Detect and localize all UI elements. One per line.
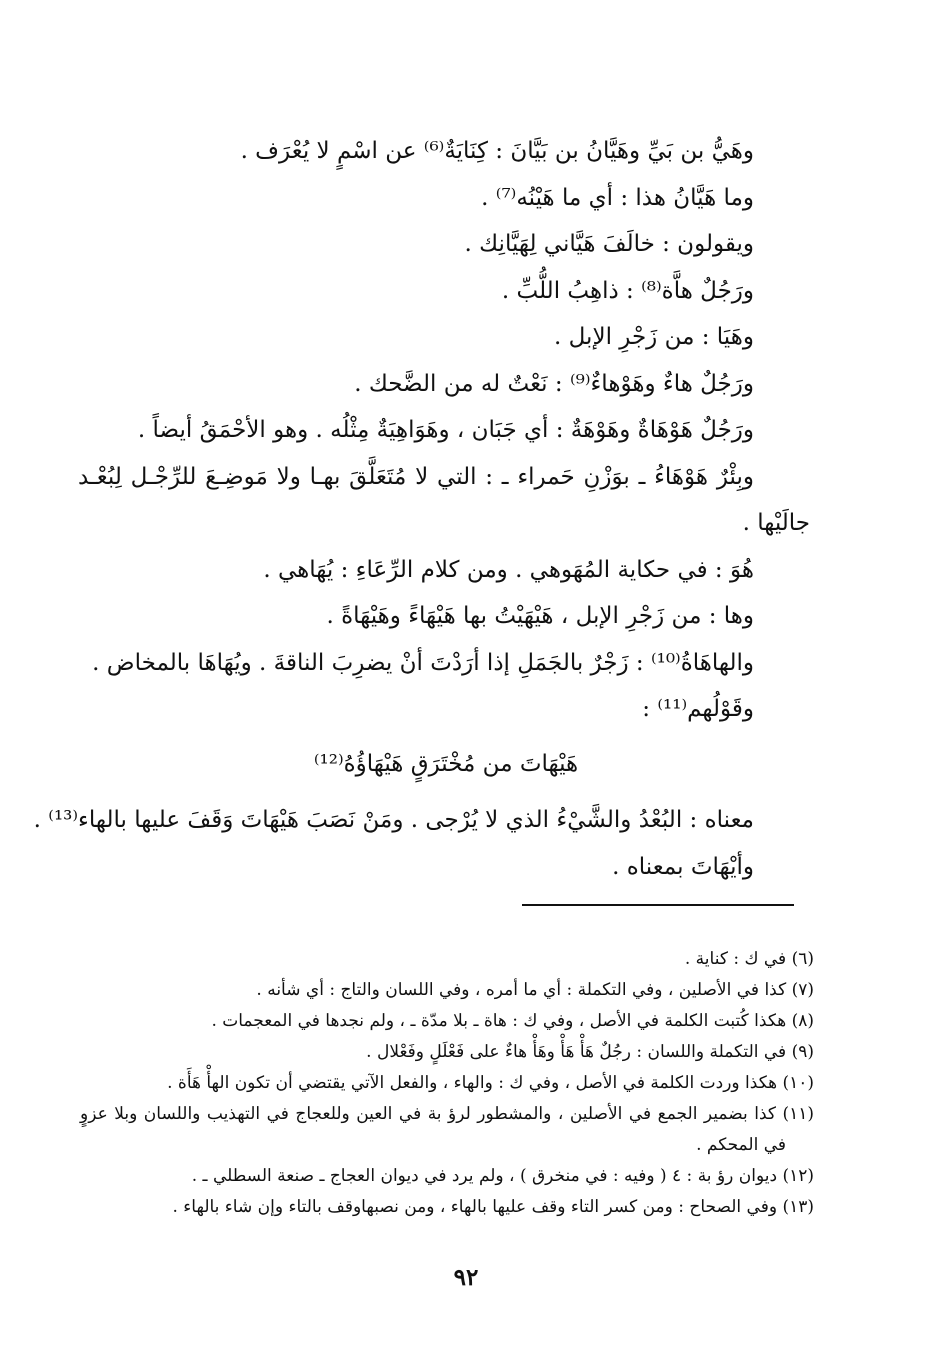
text-line: هُوَ : في حكاية المُهَوهي . ومن كلام الرِّعَاءِ : يُهَاهي . bbox=[263, 556, 754, 583]
text-line: وبِئْرٌ هَوْهَاءُ ـ بوَزْنِ حَمراء ـ : التي لا مُتَعَلَّقَ بهـا ولا مَوضِـعَ للرِّجْـل لِبُعْـد bbox=[78, 463, 754, 490]
text-line: وها : من زَجْرِ الإبل ، هَيْهَيْتُ بها هَيْهَاءً وهَيْهَاةً . bbox=[326, 603, 754, 629]
footnote: (٧) كذا في الأصلين ، وفي التكملة : أي ما أمره ، وفي اللسان والتاج : أي شأنه . bbox=[256, 980, 814, 1000]
footnote: (١٣) وفي الصحاح : ومن كسر التاء وقف عليها بالهاء ، ومن نصبهاوقف بالتاء وإن شاء بالهاء . bbox=[172, 1197, 814, 1217]
footnote-separator bbox=[522, 904, 794, 906]
text-line: معناه : البُعْدُ والشَّيْءُ الذي لا يُرْجى . ومَنْ نَصَبَ هَيْهَاتَ وَقَفَ عليها بالهاء⁽¹³⁾ . bbox=[33, 807, 754, 833]
footnote: (٦) في ك : كناية . bbox=[684, 949, 814, 969]
footnote-continuation: في المحكم . bbox=[696, 1135, 786, 1155]
footnotes-block bbox=[80, 944, 814, 1223]
footnote: (١١) كذا بضمير الجمع في الأصلين ، والمشطور لرؤ بة في العين وللعجاج في التهذيب واللسان وبلا عزوٍ bbox=[80, 1104, 814, 1124]
text-line: وقَوْلُهم⁽¹¹⁾ : bbox=[642, 696, 754, 722]
footnote: (٨) هكذا كُتبت الكلمة في الأصل ، وفي ك : هاة ـ بلا مدّة ـ ، ولم نجدها في المعجمات . bbox=[211, 1011, 814, 1031]
text-line: وهَيَا : من زَجْرِ الإبل . bbox=[554, 324, 754, 350]
verse-line: هَيْهَاتَ من مُخْتَرَقٍ هَيْهَاؤُهُ⁽¹²⁾ bbox=[313, 750, 579, 777]
text-line: ورَجُلٌ هاَّة⁽⁸⁾ : ذاهِبُ اللُّبِّ . bbox=[501, 277, 754, 304]
text-line-continuation: جالَيْها . bbox=[742, 510, 810, 536]
text-line: ورَجُلٌ هَوْهَاةٌ وهَوْهَةٌ : أي جَبَان ، وهَوَاهِيَةٌ مِثْلُه . وهو الأحْمَقُ أيضاً . bbox=[137, 417, 754, 443]
text-line: والهاهَاةُ⁽¹⁰⁾ : زَجْرٌ بالجَمَلِ إذا أرَدْتَ أنْ يضرِبَ الناقةَ . ويُهَاهَا بالمخاض . bbox=[92, 649, 754, 676]
text-line: وأيْهَاتَ بمعناه . bbox=[612, 853, 754, 880]
text-line: وما هَيَّانُ هذا : أي ما هَيْنُه⁽⁷⁾ . bbox=[481, 184, 754, 211]
main-text-block bbox=[33, 128, 810, 890]
footnote: (١٢) ديوان رؤ بة : ٤ ( وفيه : في منخرق ) ، ولم يرد في ديوان العجاج ـ صنعة السطلي ـ . bbox=[191, 1166, 814, 1186]
page-number: ٩٢ bbox=[453, 1264, 479, 1291]
text-line: ويقولون : خالَفَ هَيَّاني لِهَيَّانِك . bbox=[464, 231, 754, 257]
footnote: (٩) في التكملة واللسان : رجُلٌ هَأْ هَأْ وهَأْ هاءٌ على فَعْلَلٍ وفَعْلال . bbox=[366, 1042, 814, 1062]
footnote: (١٠) هكذا وردت الكلمة في الأصل ، وفي ك : والهاء ، والفعل الآتي يقتضي أن تكون الهأْ هَأَة . bbox=[167, 1073, 814, 1093]
text-line: وهَيُّ بن بَيِّ وهَيَّانُ بن بَيَّانَ : كِنَايَةٌ⁽⁶⁾ عن اسْمٍ لا يُعْرَف . bbox=[240, 138, 754, 164]
text-line: ورَجُلٌ هاءٌ وهَوْهاءٌ⁽⁹⁾ : نَعْتٌ له من الضَّحك . bbox=[354, 370, 754, 397]
